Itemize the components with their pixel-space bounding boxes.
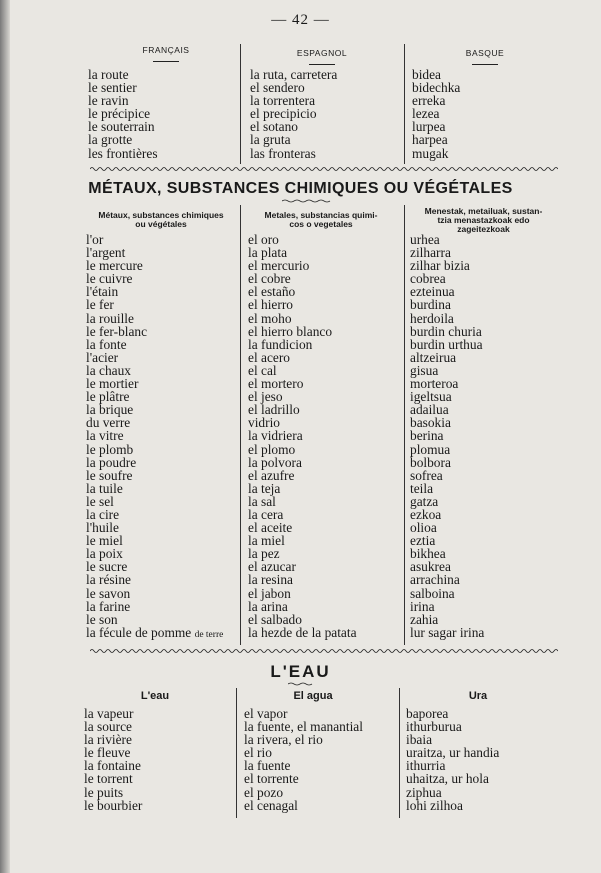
list-item: la gruta [250,132,291,148]
list-item: ithurria [406,758,446,774]
list-item: le fer [86,297,114,313]
list-item: la cera [248,506,284,522]
list-item: la vidriera [248,428,303,444]
section3-head-spanish: El agua [293,690,333,702]
list-item: ithurburua [406,719,462,735]
list-item: uraitza, ur handia [406,745,500,761]
list-item: le fer-blanc [86,323,148,339]
section1-french-column [88,68,158,160]
list-item: irina [410,598,435,614]
header-underline [309,64,335,65]
list-item: la resina [248,572,293,588]
list-item: le miel [86,533,123,549]
list-item: el mercurio [248,258,310,274]
list-item: la source [84,719,132,735]
list-item: el jeso [248,389,283,405]
list-item: la fuente [244,758,291,774]
list-item: el pozo [244,784,284,800]
list-item: le soufre [86,467,133,483]
list-item: el sotano [250,119,298,135]
list-item: zahia [410,611,439,627]
list-item: el salbado [248,611,302,627]
list-item: uhaitza, ur hola [406,771,489,787]
list-item: la torrentera [250,93,316,109]
list-item: l'étain [86,284,119,300]
sub-french-line: ou végétales [135,219,187,229]
list-item: zilharra [410,245,451,261]
list-item: harpea [412,132,448,148]
list-item: cobrea [410,271,446,287]
list-item: la résine [86,572,131,588]
list-item: el plomo [248,441,296,457]
section2-french-column [86,233,223,642]
list-item: le torrent [84,771,133,787]
column-divider [236,688,237,818]
section2-title: MÉTAUX, SUBSTANCES CHIMIQUES OU VÉGÉTALES [88,180,513,197]
list-item: gatza [410,493,439,509]
list-item: el torrente [244,771,299,787]
list-item: le mortier [86,376,139,392]
list-item: la teja [248,480,281,496]
list-item: les frontières [88,145,158,161]
list-item: el precipicio [250,106,317,122]
list-item: el hierro blanco [248,323,333,339]
list-item: la grotte [88,132,133,148]
section2-sub-basque [406,207,561,234]
list-item: el estaño [248,284,296,300]
list-item: el cenagal [244,797,298,813]
list-item: las fronteras [250,145,316,161]
header-basque-label: BASQUE [465,48,505,58]
list-item: le savon [86,585,131,601]
list-item: erreka [412,93,446,109]
header-underline [472,64,498,65]
list-item: la miel [248,533,285,549]
list-item: le mercure [86,258,143,274]
list-item: altzeirua [410,349,457,365]
section2-sub-spanish [246,211,396,229]
list-item: la tuile [86,480,123,496]
list-item: gisua [410,362,439,378]
list-item: le précipice [88,106,151,122]
list-item: l'or [86,232,104,247]
list-item: basokia [410,415,451,431]
list-item: lezea [412,106,440,122]
list-item: el azufre [248,467,295,483]
list-item: bidea [412,67,441,82]
sub-basque-line: Menestak, metailuak, sustan- [424,206,543,216]
column-divider [240,205,241,645]
list-item: lur sagar irina [410,624,485,640]
list-item: bidechka [412,80,461,96]
sub-basque-line: tzia menastazkoak edo [437,215,530,225]
list-item: du verre [86,415,131,431]
list-item: le sentier [88,80,137,96]
list-item: la brique [86,402,134,418]
section3-head-french: L'eau [140,690,170,702]
title-ornament [282,199,332,203]
list-item: el jabon [248,585,291,601]
list-item: burdin churia [410,323,482,339]
list-item: ezkoa [410,506,442,522]
list-item: le sel [86,493,114,509]
list-item: vidrio [248,415,280,431]
list-item: le ravin [88,93,129,109]
wavy-separator [90,648,558,654]
header-spanish [247,48,397,65]
list-item: el rio [244,745,272,761]
list-item: la fuente, el manantial [244,719,363,735]
list-item: la pez [248,546,280,562]
list-item: la vapeur [84,706,134,721]
list-item: zilhar bizia [410,258,470,274]
column-divider [240,44,241,164]
list-item: el vapor [244,706,288,721]
list-item: la hezde de la patata [248,624,357,640]
list-item: la plata [248,245,288,261]
sub-french-line: Métaux, substances chimiques [98,210,224,220]
sub-spanish-line: cos o vegetales [289,219,353,229]
list-item: el ladrillo [248,402,300,418]
list-item: la fonte [86,336,127,352]
list-item-text: la fécule de pomme [86,624,195,640]
header-basque [410,48,560,65]
column-divider [404,44,405,164]
list-item: la chaux [86,362,131,378]
list-item: ezteinua [410,284,455,300]
list-item: la arina [248,598,288,614]
list-item: urhea [410,232,440,247]
list-item: igeltsua [410,389,452,405]
list-item: burdin urthua [410,336,483,352]
list-item: herdoila [410,310,454,326]
sub-basque-line: zageitezkoak [457,224,510,234]
section3-head-basque: Ura [468,690,488,702]
list-item: la poix [86,546,123,562]
list-item: mugak [412,145,449,161]
list-item: la route [88,67,129,82]
list-item: el hierro [248,297,293,313]
header-spanish-label: ESPAGNOL [296,48,348,58]
list-item: la vitre [86,428,124,444]
list-item: olioa [410,520,437,536]
section2-sub-french [86,211,236,229]
section3-title: L'EAU [270,662,331,681]
list-item: la sal [248,493,276,509]
list-item: el azucar [248,559,296,575]
column-divider [399,688,400,818]
header-french [91,45,241,62]
list-item: lohi zilhoa [406,797,463,813]
section2-basque-column [410,233,484,639]
list-item: berina [410,428,444,444]
list-item: el oro [248,232,279,247]
list-item: la fontaine [84,758,141,774]
list-item: lurpea [412,119,446,135]
list-item: la cire [86,506,120,522]
list-item: le son [86,611,118,627]
list-item: el cal [248,362,277,378]
list-item: adailua [410,402,449,418]
list-item: la rivière [84,732,132,748]
list-item: la polvora [248,454,302,470]
list-item: le plomb [86,441,134,457]
list-item: eztia [410,533,436,549]
wavy-separator [90,166,558,172]
list-item: la poudre [86,454,137,470]
list-item: le fleuve [84,745,131,761]
list-item: la farine [86,598,131,614]
list-item: asukrea [410,559,451,575]
section3-spanish-column [244,707,363,812]
list-item: morteroa [410,376,459,392]
list-item: l'huile [86,520,119,536]
list-item: l'acier [86,349,119,365]
list-item: le bourbier [84,797,143,813]
list-item: l'argent [86,245,126,261]
column-divider [404,205,405,645]
list-item: el cobre [248,271,291,287]
list-item: le puits [84,784,124,800]
list-item: ibaia [406,732,433,748]
section1-basque-column [412,68,460,160]
sub-spanish-line: Metales, substancias quimi- [264,210,378,220]
list-item-text-small: de terre [194,629,224,640]
section2-spanish-column [248,233,357,639]
list-item: el acero [248,349,290,365]
list-item [86,626,223,642]
list-item: burdina [410,297,451,313]
list-item: salboina [410,585,455,601]
list-item: le plâtre [86,389,130,405]
list-item: el mortero [248,376,304,392]
section1-spanish-column [250,68,337,160]
list-item: bikhea [410,546,446,562]
list-item: sofrea [410,467,443,483]
list-item: la rivera, el rio [244,732,323,748]
page-edge-shadow [0,0,10,873]
list-item: la fundicion [248,336,313,352]
list-item: el aceite [248,520,293,536]
list-item: bolbora [410,454,451,470]
title-ornament [288,682,314,686]
list-item: arrachina [410,572,460,588]
list-item: la rouille [86,310,134,326]
section3-basque-column [406,707,499,812]
list-item: el moho [248,310,292,326]
list-item: le souterrain [88,119,155,135]
list-item: plomua [410,441,451,457]
section3-french-column [84,707,142,812]
list-item: teila [410,480,434,496]
list-item: baporea [406,706,449,721]
list-item: la ruta, carretera [250,67,338,82]
list-item: ziphua [406,784,442,800]
page-number: — 42 — [271,12,330,28]
header-underline [153,61,179,62]
list-item: le sucre [86,559,128,575]
list-item: le cuivre [86,271,133,287]
header-french-label: FRANÇAIS [142,45,190,55]
list-item: el sendero [250,80,305,96]
